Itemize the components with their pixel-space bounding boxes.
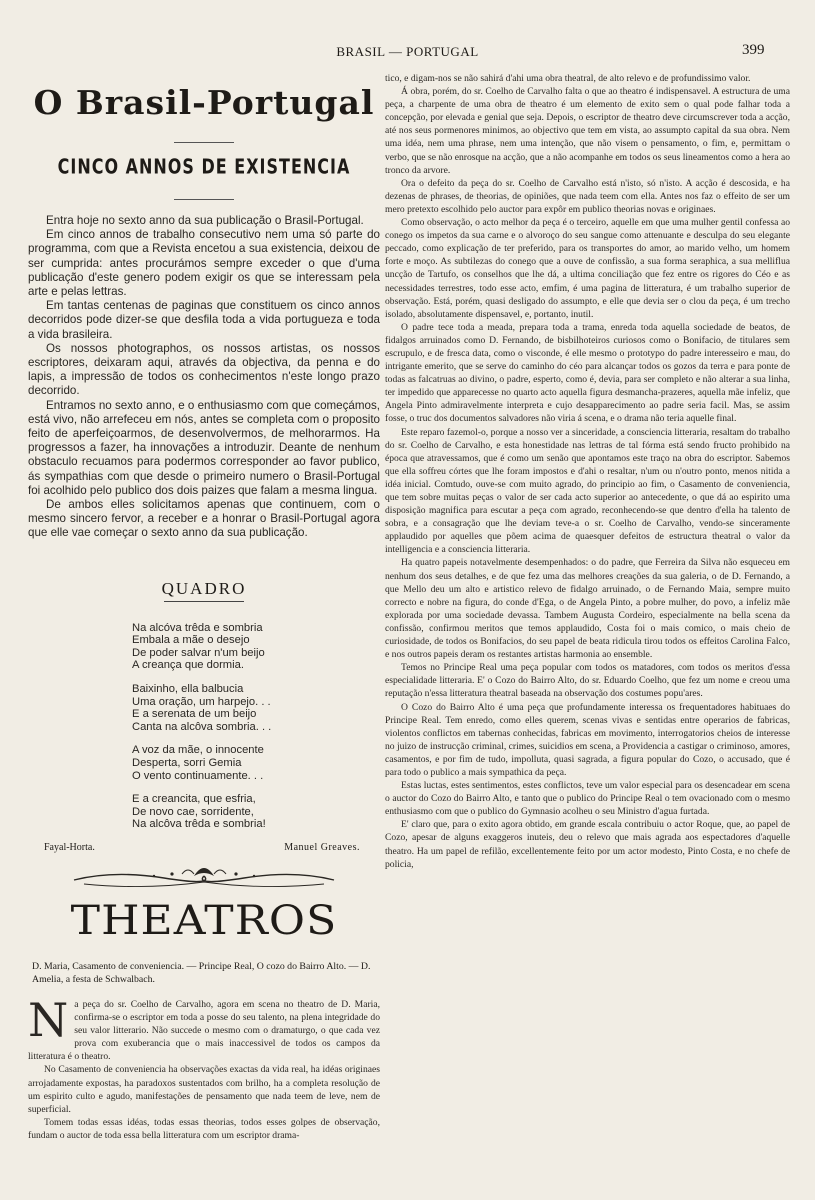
paragraph: Ora o defeito da peça do sr. Coelho de Carvalho está n'isto, só n'isto. A acção é descosida, e ha dezenas de phrases, de theorias, de opiniões, que nada teem com ella. Antes nos faz o effeito de ser um mero pretexto escolhido pelo auctor para expôr em publico theorias novas e originaes. — [385, 177, 790, 215]
ornament-divider — [28, 862, 380, 896]
poem-stanza — [132, 744, 380, 782]
paragraph: Entra hoje no sexto anno da sua publicação o Brasil-Portugal. — [46, 214, 364, 227]
poem-line: Canta na alcôva sombria. . . — [132, 720, 272, 733]
dropcap-block — [28, 998, 380, 1063]
dropcap: N — [28, 997, 69, 1047]
poem-place: Fayal-Horta. — [44, 841, 95, 853]
paragraph: E' claro que, para o exito agora obtido, em grande escala contribuiu o actor Roque, que, ao papel de Cozo, apesar de alguns exaggeros inuteis, deu o relevo que mais agrada aos espectadores d'aquelle theatro. Ha um papel de refilão, excellentemente feito por um actor modesto, Pinto Costa, e no chefe de policia, — [385, 819, 790, 870]
paragraph: O Cozo do Bairro Alto é uma peça que profundamente interessa os frequentadores habituaes do Principe Real. Tem enredo, como elles querem, scenas vivas e sentidas entre operarios de fabricas, violentos conflictos em tabernas conhecidas, fabricas em movimento, interrogatorios cheios de interesse no juizo de instrucção criminal, crimes, suicidios em scena, a Providencia a castigar o criminoso, amores, casamentos, e por fim de tudo, impolluta, quasi sagrada, a figura popular do Cozo, o accusado, que é para todo o publico a mais sympathica da peça. — [385, 701, 790, 778]
poem-line: Embala a mãe o desejo — [132, 634, 250, 647]
theatre-review-start — [28, 998, 380, 1142]
paragraph: Estas luctas, estes sentimentos, estes conflictos, teve um valor especial para os desencadear em scena o auctor do Cozo do Bairro Alto, e tanto que o publico do Principe Real o tem ovacionado com o mesmo enthusiasmo com que o publico do Gymnasio acolheu o seu Ministro d'agua furtada. — [385, 780, 790, 818]
poem-stanza — [132, 622, 380, 672]
poem-line: E a creancita, que esfria, — [132, 793, 256, 806]
paragraph: a peça do sr. Coelho de Carvalho, agora em scena no theatro de D. Maria, confirma-se o escriptor em toda a posse do seu talento, na plena integridade do seu valor litterario. Não succede o mesmo com o dramaturgo, o que cada vez prova com exuberancia que o mais inaccessivel de todos os campos da litteratura é o theatro. — [28, 998, 380, 1063]
right-column — [385, 72, 790, 871]
paragraph: tico, e digam-nos se não sahirá d'ahi uma obra theatral, de alto relevo e de profundissimo valor. — [385, 73, 751, 84]
poem-stanza — [132, 683, 380, 733]
poem-line: O vento continuamente. . . — [132, 769, 264, 782]
paragraph: Entramos no sexto anno, e o enthusiasmo com que começámos, está vivo, não arrefeceu em nós, antes se completa com o proposito feito de aperfeiçoarmos, de desenvolvermos, de melhorarmos. Ha progressos a fazer, ha innovações a introduzir. Deante de nenhum obstaculo recuamos para podermos corresponder ao favor publico, ás sympathias com que desde o primeiro numero o Brasil-Portugal foi acolhido pelo publico dos dois paizes que falam a mesma lingua. — [28, 398, 380, 497]
running-head: BRASIL — PORTUGAL — [336, 44, 479, 59]
paragraph: Á obra, porém, do sr. Coelho de Carvalho falta o que ao theatro é indispensavel. A estructura de uma peça, a charpente de uma obra de theatro é um elemento de exito sem o qual pode falhar toda a concepção, por elevada e genial que seja. Depois, o escriptor de theatro deve circumscrever toda a acção, até nos seus pormenores minimos, ao objectivo que tem em vista, ao assumpto capital da sua obra. Nem uma idéa, nem uma phrase, nem uma intenção, que não visem o pensamento, o fim, e, permittam o verbo, que se não enrosque na acção, que a não acompanhe em todos os seus lineamentos como a hera ao tronco da arvore. — [385, 86, 790, 176]
flourish-icon — [54, 862, 354, 892]
divider — [164, 601, 244, 602]
paragraph: No Casamento de conveniencia ha observações exactas da vida real, ha idéas originaes arrojadamente expostas, ha paradoxos sustentados com brilho, ha a completa resolução de um espirito culto e agudo, manifestações de pensamento que nada teem de leve, nem de superficial. — [28, 1064, 380, 1115]
poem-line: Baixinho, ella balbucia — [132, 683, 244, 696]
paragraph: Em cinco annos de trabalho consecutivo nem uma só parte do programma, com que a Revista encetou a sua existencia, deixou de ser cumprida: antes procurámos sempre exceder o que d'uma publicação d'este genero podem exigir os que se interessam pela arte e pelas lettras. — [28, 228, 380, 299]
divider — [174, 199, 234, 200]
poem-signature — [28, 842, 380, 858]
poem-line: Uma oração, um harpejo. . . — [132, 695, 271, 708]
poem — [132, 622, 380, 831]
poem-title: QUADRO — [161, 578, 247, 598]
poem-author: Manuel Greaves. — [284, 841, 360, 853]
section-title-theatros: THEATROS — [70, 897, 338, 944]
paragraph: Temos no Principe Real uma peça popular com todos os matadores, com todos os meritos d'essa especialidade litteraria. E' o Cozo do Bairro Alto, do sr. Eduardo Coelho, que fez um nome e creou uma reputação n'essa litteratura theatral baseada na observação dos costumes popu'ares. — [385, 662, 790, 700]
poem-line: A creança que dormia. — [132, 659, 244, 672]
left-column — [28, 72, 380, 1142]
paragraph: Este reparo fazemol-o, porque a nosso ver a sinceridade, a consciencia litteraria, resaltam do trabalho do sr. Coelho de Carvalho, e esta honestidade nas lettras de tal fórma está sendo fructo prohibido na época que atravessamos, que é como um senão que apontamos este traço na obra do escriptor. Sabemos que ella soffreu córtes que lhe foram impostos e d'ahi o resaltar, n'um ou n'outro ponto, menos nitida a idéa inicial. Comtudo, ouve-se com muito agrado, do principio ao fim, o Casamento de conveniencia, que tem sobre muitas peças o valor de ser cada acto superior ao antecedente, o que dá ao espirito uma disposição magnifica para escutar a peça com agrado, reconhecendo-se que dentro d'ella ha talento de sobra, e a consagração que lhe deviam teve-a o sr. Coelho de Carvalho, vendo-se sinceramente applaudido por aquelles que põem acima de quaesquer defeitos de estructura theatral o valor da intelligencia e a consciencia litteraria. — [385, 426, 790, 556]
paragraph: De ambos elles solicitamos apenas que continuem, com o mesmo sincero fervor, a receber e a honrar o Brasil-Portugal agora que elle vae começar o sexto anno da sua publicação. — [28, 498, 380, 540]
theatre-program: D. Maria, Casamento de conveniencia. — Principe Real, O cozo do Bairro Alto. — D. Amelia, a festa de Schwalbach. — [32, 960, 371, 985]
paragraph: Tomem todas essas idéas, todas essas theorias, todos esses golpes de observação, fundam o auctor de toda essa bella litteratura com um escriptor drama- — [28, 1116, 380, 1141]
poem-line: E a serenata de um beijo — [132, 708, 257, 721]
paragraph: Ha quatro papeis notavelmente desempenhados: o do padre, que Ferreira da Silva não esqueceu em nenhum dos seus detalhes, e de que fez uma das melhores creações da sua galeria, o de D. Fernando, a que Mello deu um alto e artistico relevo de fidalgo arruinado, o de Fernando Maia, sempre muito correcto e nobre na figura, do conde d'Ega, o de Angela Pinto, a pobre mulher, do povo, a infeliz mãe explorada por uma sociedade devassa. Tambem Augusta Cordeiro, especialmente na bella scena da confissão, confirmou meritos que temos applaudido, Costa foi o mais comico, o mais cheio de curiosidade, de todos os Bonifacios, do seu papel de beata ridicula tirou todos os effeitos Carolina Falco, e nos outros papeis deram os restantes artistas harmonia ao ensemble. — [385, 557, 790, 661]
poem-line: De poder salvar n'um beijo — [132, 646, 265, 659]
poem-line: A voz da mãe, o innocente — [132, 744, 264, 757]
paragraph: Em tantas centenas de paginas que constituem os cinco annos decorridos pode dizer-se que desfila toda a vida portugueza e toda a vida brasileira. — [28, 299, 380, 341]
page-number: 399 — [742, 42, 765, 58]
section-subtitle: CINCO ANNOS DE EXISTENCIA — [57, 154, 351, 179]
masthead-title: O Brasil-Portugal — [33, 83, 375, 122]
paragraph: Como observação, o acto melhor da peça é o terceiro, aquelle em que uma mulher gentil confessa ao conego os impetos da sua carne e o alvoroço do seu sangue como attenuante e desculpa do seu elegante peccado, como explicação de ter preferido, para os transportes do amor, ao marido velho, um homem forte e moço. As subtilezas do conego que a ouve de confissão, a sua forma seraphica, a sua melliflua uncção de Tartufo, os conselhos que lhe dá, a ultima conciliação que fez entre os rigores do Céo e as necessidades terrestres, todo esse acto, emfim, é uma pagina de litteratura, é um trabalho superior de observação. Está, porém, quasi desligado do assumpto, e elle que devia ser o clou da peça, é um trecho isolado, absolutamente dispensavel, e, portanto, inutil. — [385, 217, 790, 320]
editorial-article — [28, 214, 380, 541]
poem-line: Na alcôva trêda e sombria! — [132, 818, 266, 831]
poem-stanza — [132, 793, 380, 831]
paragraph: O padre tece toda a meada, prepara toda a trama, enreda toda aquella sociedade de beatos, de fidalgos arruinados como D. Fernando, de bisbilhoteiros curiosos como o Bonifacio, de titulares sem escrupulo, e de fresca data, como o visconde, é elle mesmo o prototypo do padre interesseiro e mau, do intrigante emerito, que se serve do caminho do céo para alcançar todos os gozos da terra e para ponte de todas as falcatruas ao divino, o padre, esperto, como é, devia, para ser completo e não alterar a sua linha, ter impedido que apparecesse no quarto acto aquella figura desmancha-prazeres, aquella mãe infeliz, que Angela Pinto admiravelmente interpreta e cujo desapparecimento ao padre seria facil. Mas, se assim fosse, o truc dos documentos salvadores não viria á scena, e o drama não teria aquelle final. — [385, 321, 790, 425]
poem-line: Na alcóva trêda e sombria — [132, 621, 263, 634]
divider — [174, 142, 234, 143]
poem-line: Desperta, sorri Gemia — [132, 757, 242, 770]
paragraph: Os nossos photographos, os nossos artistas, os nossos escriptores, deixaram aqui, através da objectiva, da penna e do lapis, a impressão de todos os conhecimentos n'este longo prazo decorrido. — [28, 341, 380, 398]
poem-line: De novo cae, sorridente, — [132, 805, 254, 818]
